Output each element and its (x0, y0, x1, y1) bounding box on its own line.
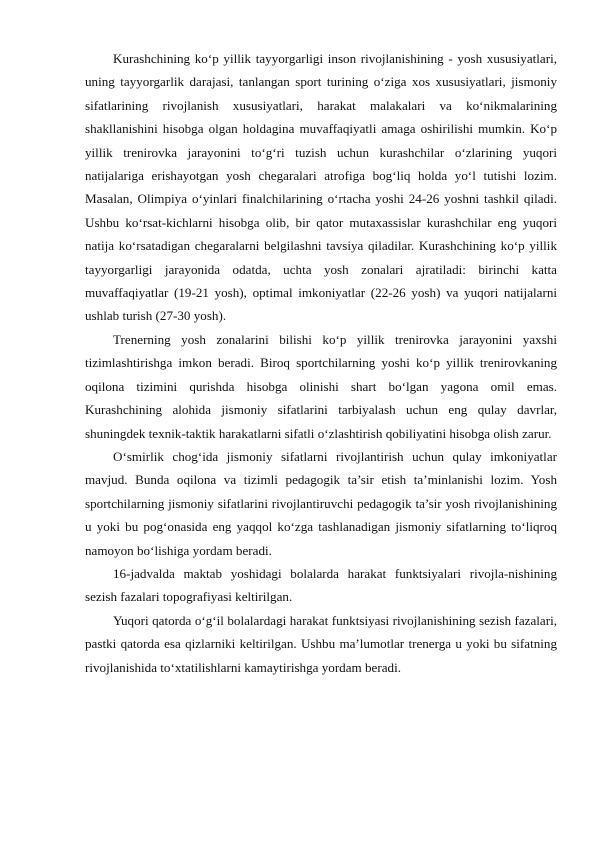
paragraph-1: Kurashchining ko‘p yillik tayyorgarligi inson rivojlanishining - yosh xususiyatlari, uning tayyorgarlik darajasi, tanlangan sport turining o‘ziga xos xususiyatlari, jismoniy sifatlarining rivojlanish xususiyatlari, harakat malakalari va ko‘nikmalarining shakllanishini hisobga olgan holdagina muvaffaqiyatli amaga oshirilishi mumkin. Ko‘p yillik trenirovka jarayonini to‘g‘ri tuzish uchun kurashchilar o‘zlarining yuqori natijalariga erishayotgan yosh chegaralari atrofiga bog‘liq holda yo‘l tutishi lozim. Masalan, Olimpiya o‘yinlari finalchilarining o‘rtacha yoshi 24-26 yoshni tashkil qiladi. Ushbu ko‘rsat-kichlarni hisobga olib, bir qator mutaxassislar kurashchilar eng yuqori natija ko‘rsatadigan chegaralarni belgilashni tavsiya qiladilar. Kurashchining ko‘p yillik tayyorgarligi jarayonida odatda, uchta yosh zonalari ajratiladi: birinchi katta muvaffaqiyatlar (19-21 yosh), optimal imkoniyatlar (22-26 yosh) va yuqori natijalarni ushlab turish (27-30 yosh). (85, 51, 557, 324)
paragraph-5: Yuqori qatorda o‘g‘il bolalardagi harakat funktsiyasi rivojlanishining sezish fazalari, pastki qatorda esa qizlarniki keltirilgan. Ushbu ma’lumotlar trenerga u yoki bu sifatning rivojlanishida to‘xtatilishlarni kamaytirishga yordam beradi. (85, 612, 557, 675)
body-text (85, 47, 557, 679)
paragraph-2: Trenerning yosh zonalarini bilishi ko‘p yillik trenirovka jarayonini yaxshi tizimlashtirishga imkon beradi. Biroq sportchilarning yoshi ko‘p yillik trenirovkaning oqilona tizimini qurishda hisobga olinishi shart bo‘lgan yagona omil emas. Kurashchining alohida jismoniy sifatlarini tarbiyalash uchun eng qulay davrlar, shuningdek texnik-taktik harakatlarni sifatli o‘zlashtirish qobiliyatini hisobga olish zarur. (85, 331, 557, 441)
paragraph-4: 16-jadvalda maktab yoshidagi bolalarda harakat funktsiyalari rivojla-nishining sezish fazalari topografiyasi keltirilgan. (85, 565, 557, 605)
paragraph-3: O‘smirlik chog‘ida jismoniy sifatlarni rivojlantirish uchun qulay imkoniyatlar mavjud. Bunda oqilona va tizimli pedagogik ta’sir etish ta’minlanishi lozim. Yosh sportchilarning jismoniy sifatlarini rivojlantiruvchi pedagogik ta’sir yosh rivojlanishining u yoki bu pog‘onasida eng yaqqol ko‘zga tashlanadigan jismoniy sifatlarning to‘liqroq namoyon bo‘lishiga yordam beradi. (85, 448, 557, 558)
